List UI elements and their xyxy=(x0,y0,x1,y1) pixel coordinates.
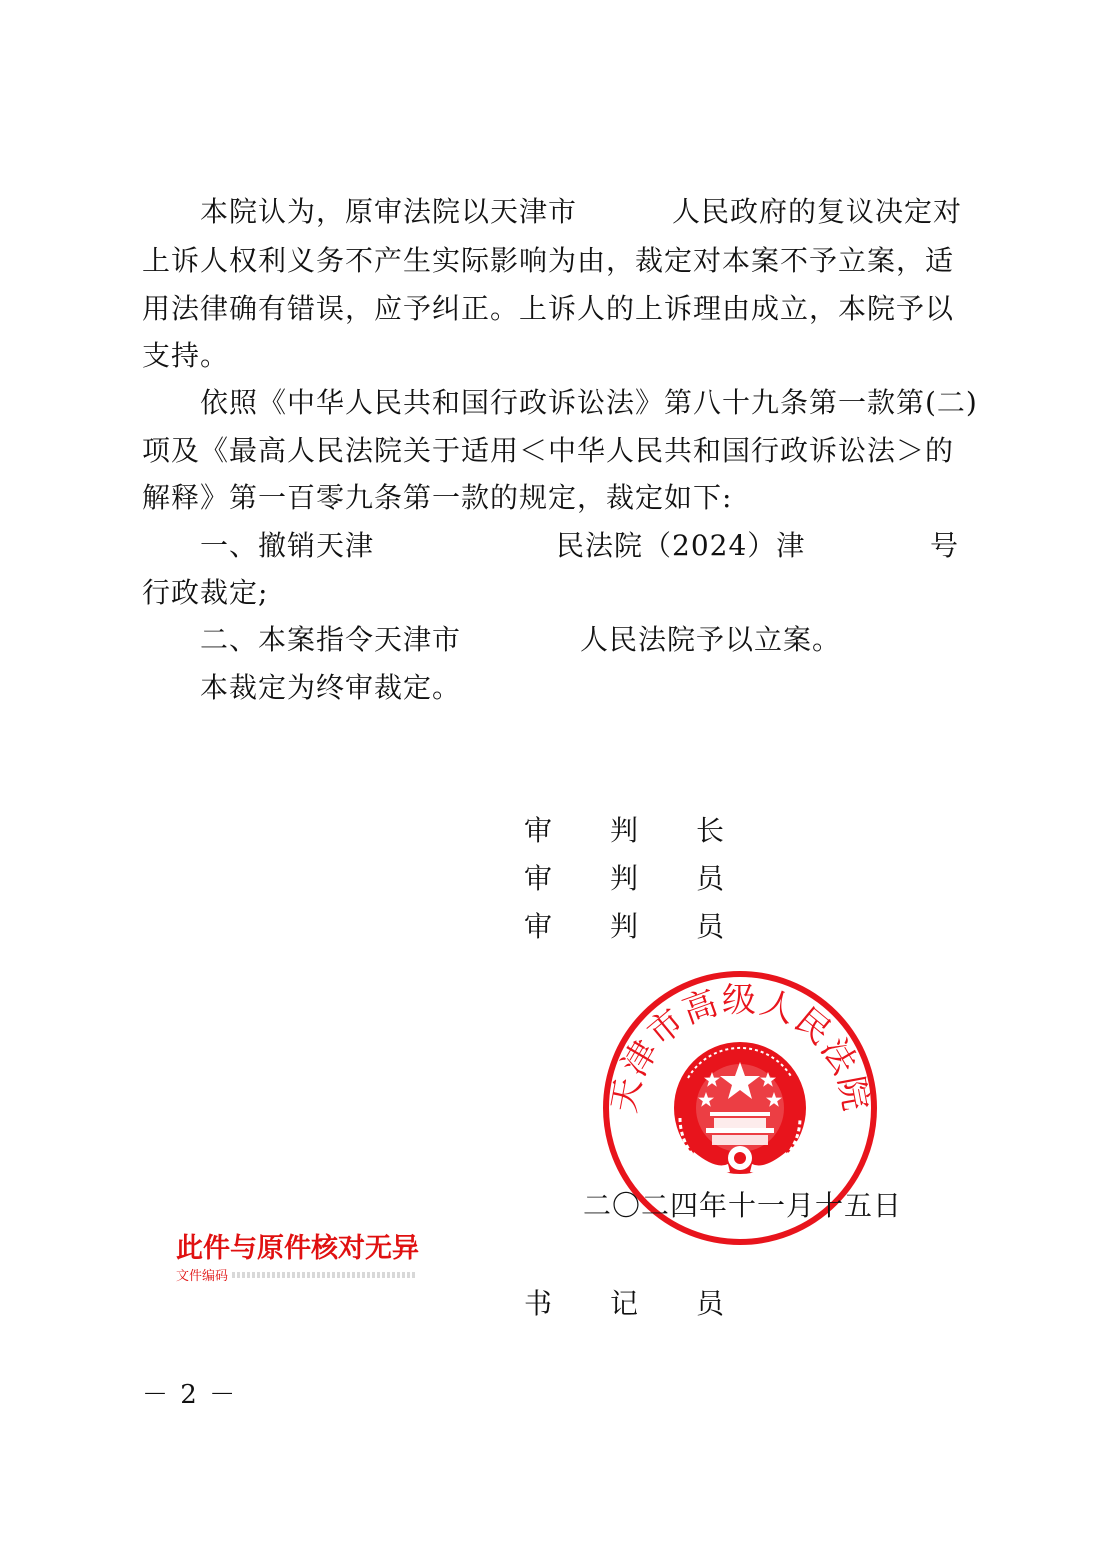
para1-line4: 支持。 xyxy=(142,339,230,372)
signature-judge-2 xyxy=(0,907,1102,947)
para2-line1: 依照《中华人民共和国行政诉讼法》第八十九条第一款第(二) xyxy=(200,386,978,419)
sig-char: 长 xyxy=(695,814,724,847)
judgment-date: 二〇二四年十一月十五日 xyxy=(583,1189,903,1222)
file-code-barcode xyxy=(232,1272,417,1278)
para2-line3: 解释》第一百零九条第一款的规定，裁定如下: xyxy=(142,481,733,514)
page-number: － 2 － xyxy=(142,1380,238,1410)
sig-char: 员 xyxy=(695,1287,724,1320)
sig-char: 书 xyxy=(523,1287,552,1320)
final-statement: 本裁定为终审裁定。 xyxy=(200,671,462,704)
para1-line3: 用法律确有错误，应予纠正。上诉人的上诉理由成立，本院予以 xyxy=(142,292,955,325)
signature-judge-1 xyxy=(0,859,1102,899)
file-code-label: 文件编码 xyxy=(176,1269,229,1284)
sig-char: 员 xyxy=(695,910,724,943)
file-code-row xyxy=(176,1265,419,1284)
national-emblem-icon xyxy=(674,1042,806,1178)
para1-line2: 上诉人权利义务不产生实际影响为由，裁定对本案不予立案，适 xyxy=(142,244,955,277)
signature-presiding-judge xyxy=(0,811,1102,851)
para2-line2: 项及《最高人民法院关于适用＜中华人民共和国行政诉讼法＞的 xyxy=(142,434,955,467)
ruling1-part-c: 号 xyxy=(930,529,960,562)
certification-text: 此件与原件核对无异 xyxy=(176,1233,419,1264)
signature-clerk xyxy=(0,1284,1102,1324)
ruling1-line2: 行政裁定; xyxy=(142,576,269,609)
certification-stamp xyxy=(176,1226,419,1284)
sig-char: 判 xyxy=(609,910,638,943)
ruling2-part-b: 人民法院予以立案。 xyxy=(580,623,842,656)
sig-char: 员 xyxy=(695,862,724,895)
ruling2-part-a: 二、本案指令天津市 xyxy=(200,623,462,656)
sig-char: 审 xyxy=(523,862,552,895)
sig-char: 记 xyxy=(609,1287,638,1320)
seal-text: 天津市高级人民法院 xyxy=(603,980,877,1116)
ruling1-part-b: 民法院（2024）津 xyxy=(556,529,806,562)
sig-char: 审 xyxy=(523,814,552,847)
para1-line1-a: 本院认为，原审法院以天津市 xyxy=(200,195,578,228)
sig-char: 判 xyxy=(609,814,638,847)
sig-char: 审 xyxy=(523,910,552,943)
para1-line1-b: 人民政府的复议决定对 xyxy=(672,195,963,228)
sig-char: 判 xyxy=(609,862,638,895)
ruling1-part-a: 一、撤销天津 xyxy=(200,529,375,562)
